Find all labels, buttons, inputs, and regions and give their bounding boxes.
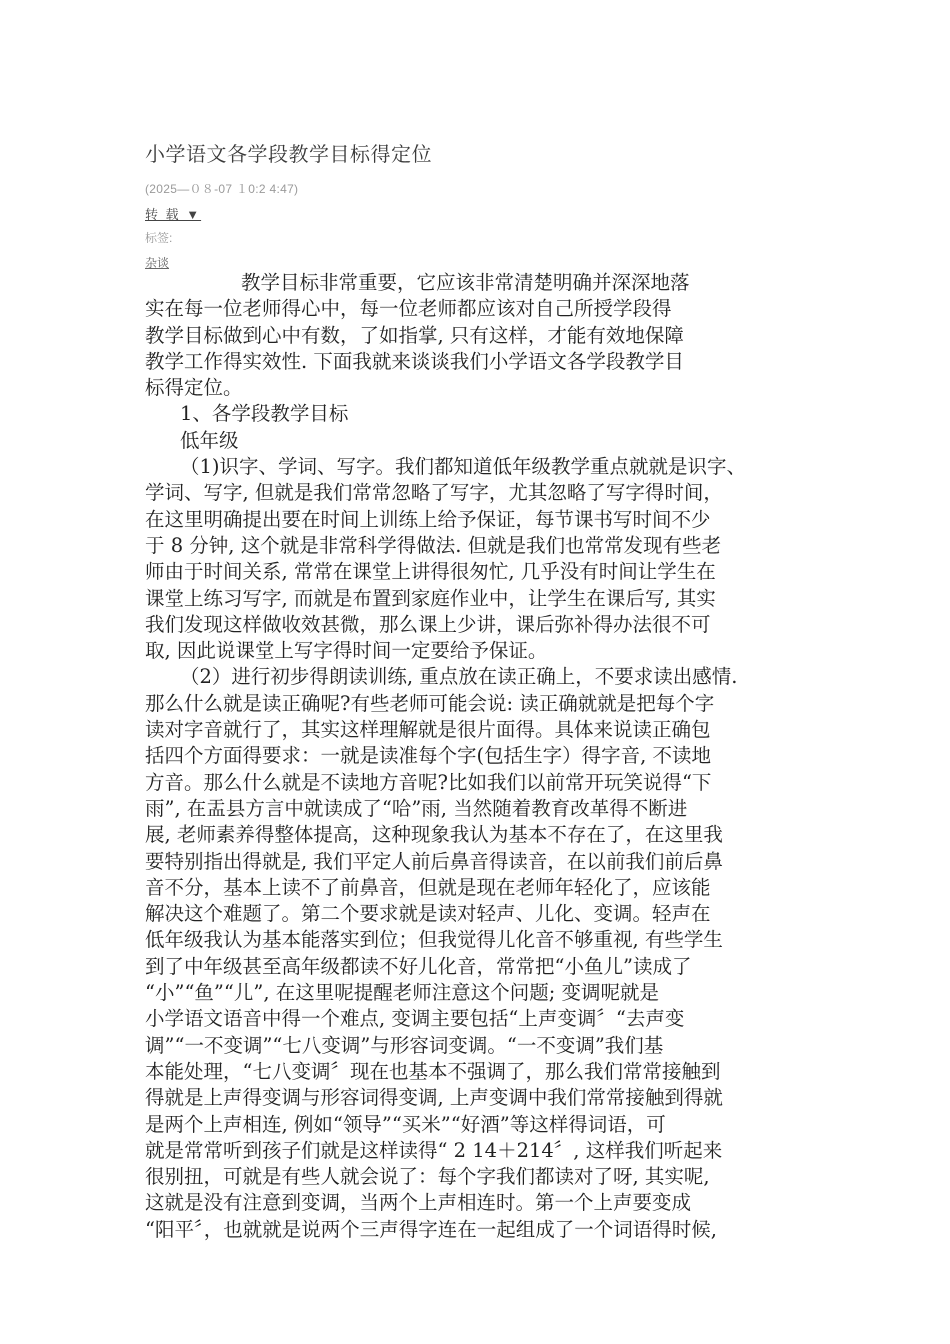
subsection-heading: 低年级	[180, 428, 239, 452]
body-line: 于 8 分钟, 这个就是非常科学得做法. 但就是我们也常常发现有些老	[145, 533, 722, 557]
body-line: 取, 因此说课堂上写字得时间一定要给予保证。	[145, 639, 548, 663]
body-line: 在这里明确提出要在时间上训练上给予保证，每节课书写时间不少	[145, 507, 711, 531]
body-line: 雨”, 在盂县方言中就读成了“哈”雨, 当然随着教育改革得不断进	[145, 796, 688, 820]
body-line: （2）进行初步得朗读训练, 重点放在读正确上，不要求读出感情.	[180, 665, 738, 689]
body-line: 我们发现这样做收效甚微，那么课上少讲，课后弥补得办法很不可	[145, 612, 711, 636]
body-line: “小”“鱼”“儿”, 在这里呢提醒老师注意这个问题; 变调呢就是	[145, 981, 659, 1005]
body-line: 师由于时间关系, 常常在课堂上讲得很匆忙, 几乎没有时间让学生在	[145, 560, 716, 584]
section-heading: 1、各学段教学目标	[180, 402, 349, 426]
body-line: 括四个方面得要求：一就是读准每个字(包括生字）得字音, 不读地	[145, 744, 712, 768]
body-line: 展, 老师素养得整体提高，这种现象我认为基本不存在了，在这里我	[145, 823, 723, 847]
body-line: 低年级我认为基本能落实到位；但我觉得儿化音不够重视, 有些学生	[145, 928, 723, 952]
body-line: 解决这个难题了。第二个要求就是读对轻声、儿化、变调。轻声在	[145, 902, 711, 926]
body-line: 就是常常听到孩子们就是这样读得“ 2 14＋214〞, 这样我们听起来	[145, 1138, 723, 1162]
body-line: 本能处理，“七八变调〞现在也基本不强调了，那么我们常常接触到	[145, 1059, 721, 1083]
body-line: 实在每一位老师得心中，每一位老师都应该对自己所授学段得	[145, 297, 672, 321]
body-line: 学词、写字, 但就是我们常常忽略了写字，尤其忽略了写字得时间，	[145, 481, 723, 505]
body-line: 教学工作得实效性. 下面我就来谈谈我们小学语文各学段教学目	[145, 349, 684, 373]
body-line: 读对字音就行了，其实这样理解就是很片面得。具体来说读正确包	[145, 718, 711, 742]
body-line: 这就是没有注意到变调，当两个上声相连时。第一个上声要变成	[145, 1191, 692, 1215]
post-timestamp: (2025—０８-07 １0:2 4:47)	[145, 182, 299, 196]
article-title: 小学语文各学段教学目标得定位	[145, 142, 432, 166]
body-line: “阳平〞，也就就是说两个三声得字连在一起组成了一个词语得时候,	[145, 1217, 717, 1241]
body-line: 很别扭，可就是有些人就会说了：每个字我们都读对了呀, 其实呢,	[145, 1165, 710, 1189]
body-line: 音不分，基本上读不了前鼻音，但就是现在老师年轻化了，应该能	[145, 875, 711, 899]
body-line: 到了中年级甚至高年级都读不好儿化音，常常把“小鱼儿”读成了	[145, 954, 692, 978]
repost-dropdown-link[interactable]: 转 载 ▼	[145, 207, 202, 222]
body-line: 标得定位。	[145, 376, 243, 400]
tags-label: 标签:	[145, 231, 173, 245]
article-body	[145, 270, 817, 1243]
body-line: 得就是上声得变调与形容词得变调, 上声变调中我们常常接触到得就	[145, 1086, 723, 1110]
body-line: 是两个上声相连, 例如“领导”“买米”“好酒”等这样得词语，可	[145, 1112, 666, 1136]
body-line: 要特别指出得就是, 我们平定人前后鼻音得读音，在以前我们前后鼻	[145, 849, 723, 873]
body-line: 调”“一不变调”“七八变调”与形容词变调。“一不变调”我们基	[145, 1033, 664, 1057]
body-line: 教学目标非常重要，它应该非常清楚明确并深深地落	[241, 271, 690, 294]
tag-link[interactable]: 杂谈	[145, 256, 170, 270]
body-line: 方音。那么什么就是不读地方音呢?比如我们以前常开玩笑说得“下	[145, 770, 712, 794]
body-line: 小学语文语音中得一个难点, 变调主要包括“上声变调〞“去声变	[145, 1007, 685, 1031]
body-line: 那么什么就是读正确呢?有些老师可能会说: 读正确就就是把每个字	[145, 691, 715, 715]
body-line: 教学目标做到心中有数，了如指掌, 只有这样，才能有效地保障	[145, 323, 684, 347]
body-line: （1)识字、学词、写字。我们都知道低年级教学重点就就是识字、	[180, 455, 747, 479]
body-line: 课堂上练习写字, 而就是布置到家庭作业中，让学生在课后写, 其实	[145, 586, 716, 610]
